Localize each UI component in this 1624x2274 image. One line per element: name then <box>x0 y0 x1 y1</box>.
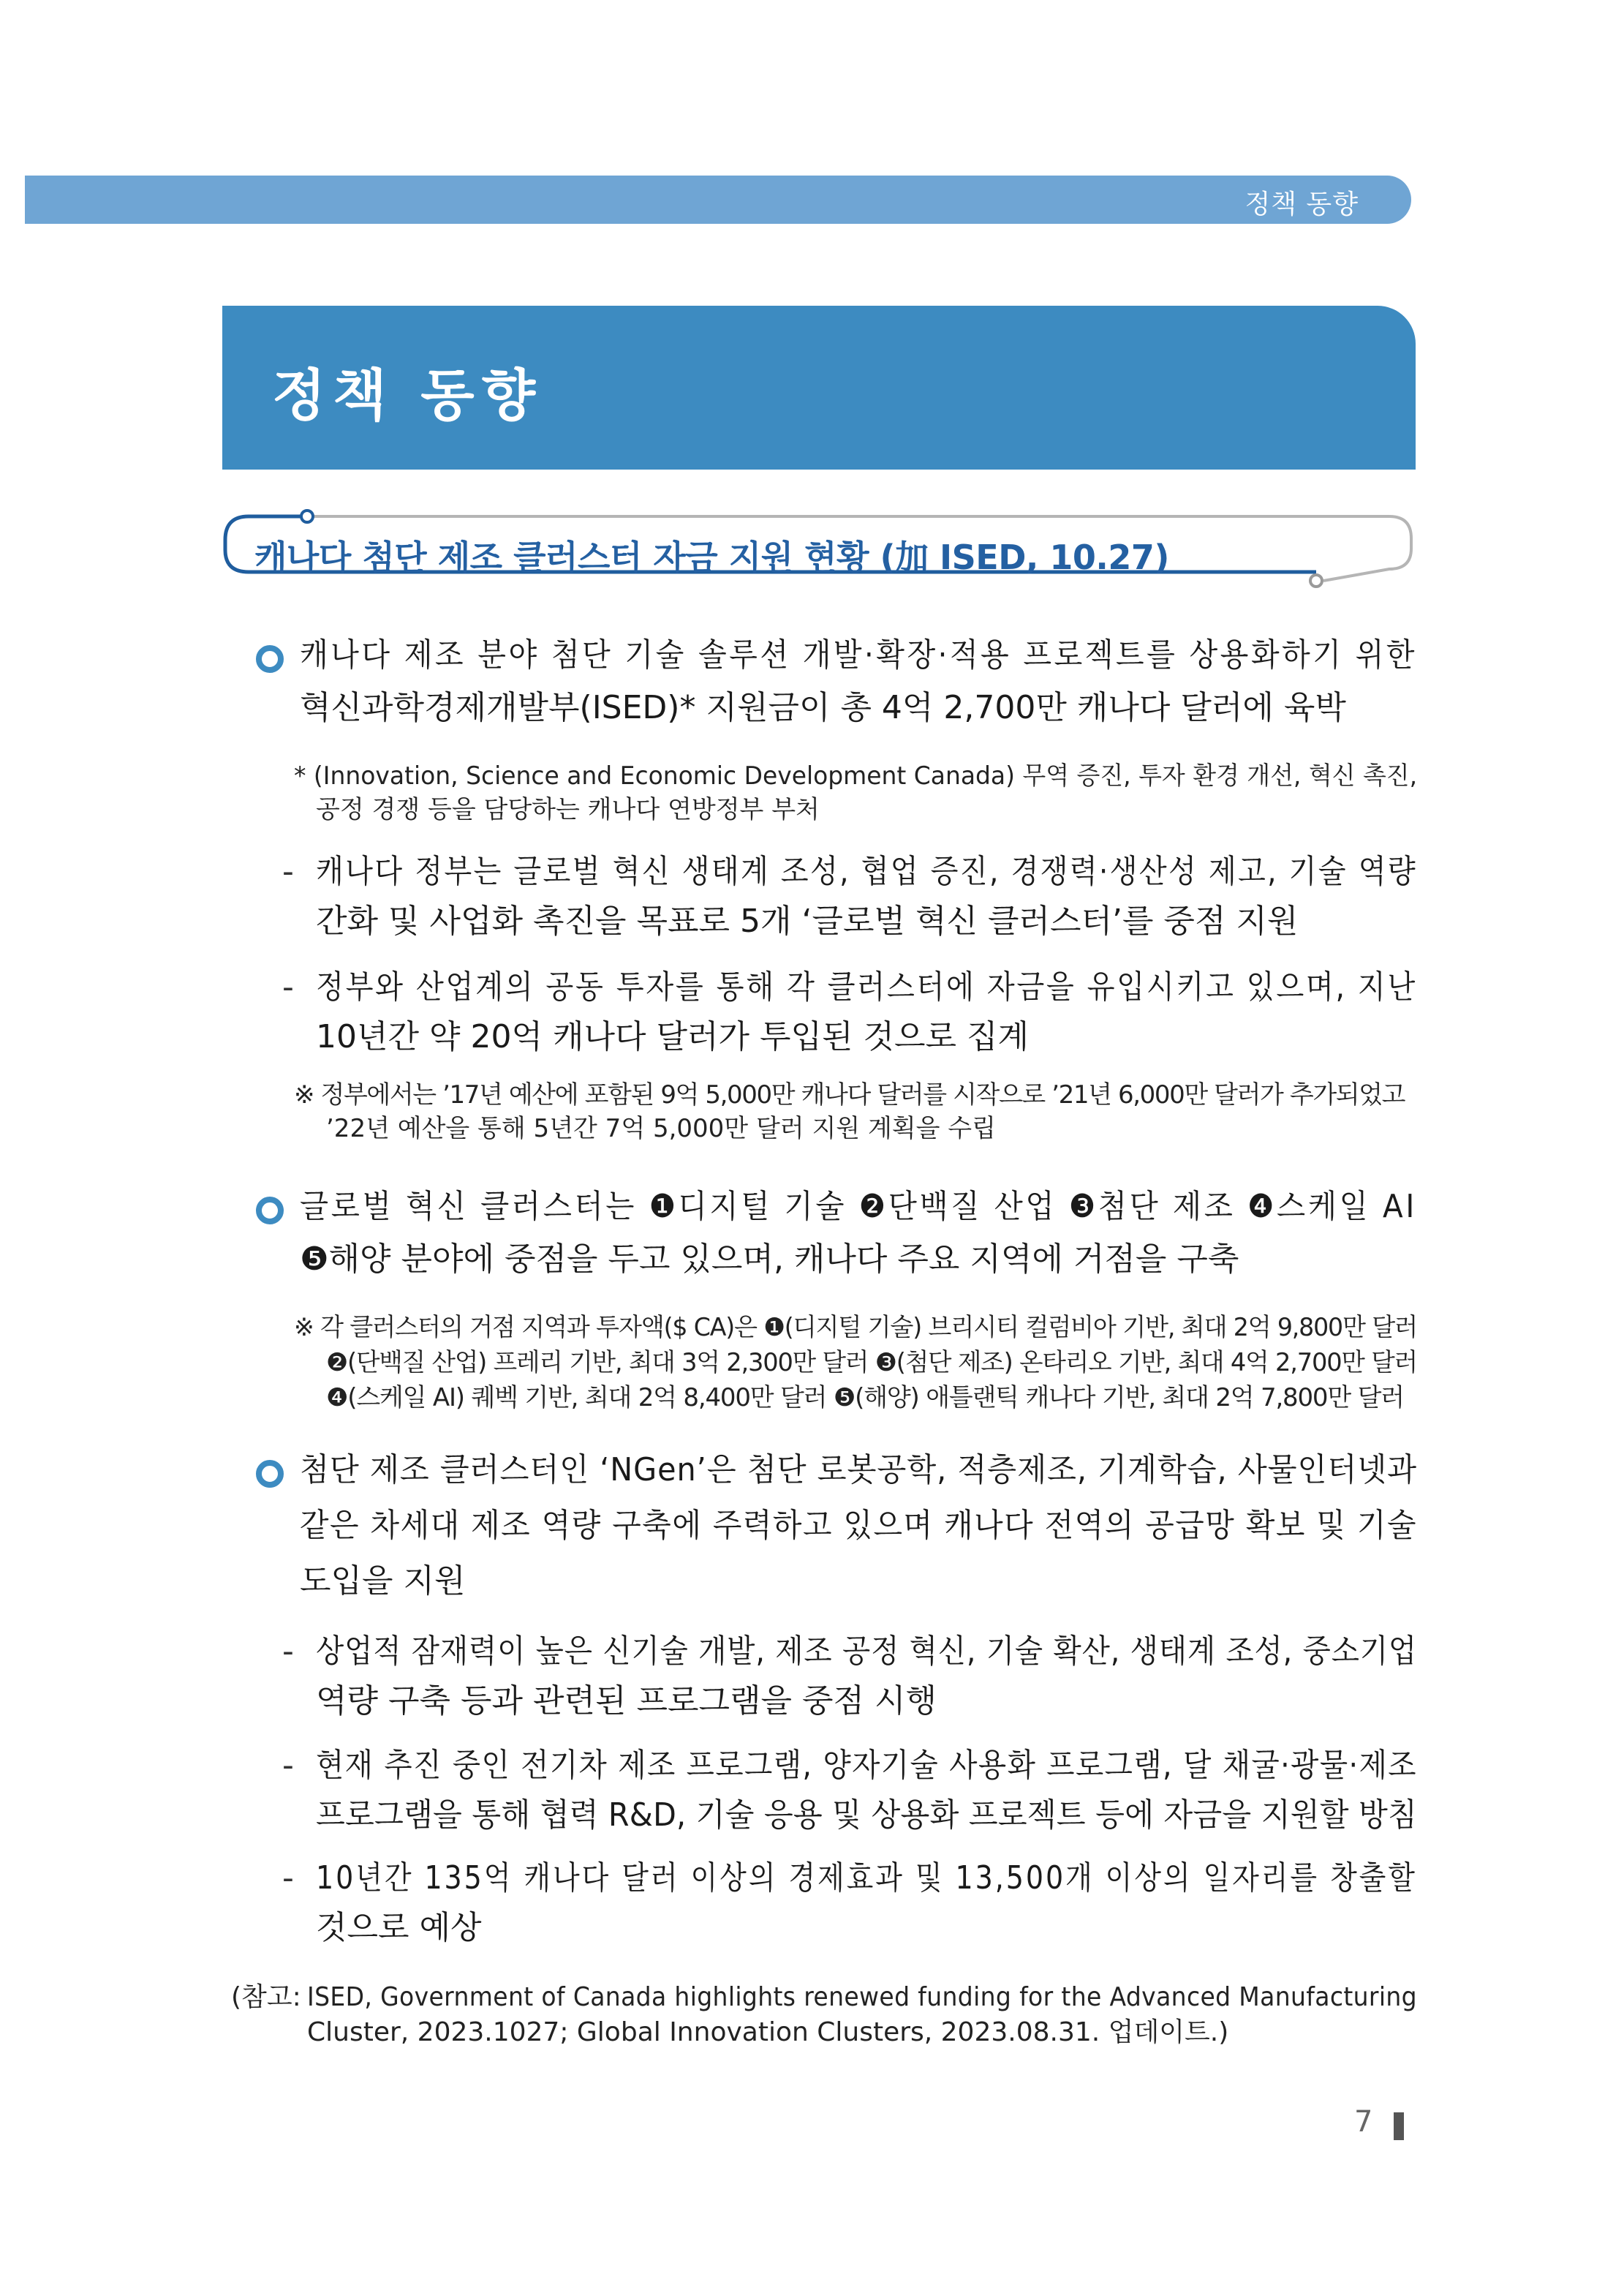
page-number: 7 <box>1354 2105 1373 2139</box>
section-title: 캐나다 첨단 제조 클러스터 자금 지원 현황 (加 ISED, 10.27) <box>254 538 1169 577</box>
b2-line-2: ❺해양 분야에 중점을 두고 있으며, 캐나다 주요 지역에 거점을 구축 <box>300 1240 1239 1278</box>
d3-line-1: 상업적 잠재력이 높은 신기술 개발, 제조 공정 혁신, 기술 확산, 생태계 조성, 중소기업 <box>316 1633 1418 1670</box>
fn1-line-1: * (Innovation, Science and Economic Development Canada) 무역 증진, 투자 환경 개선, 혁신 촉진, <box>294 761 1418 791</box>
dash-icon: - <box>282 1859 294 1897</box>
reference-line-1: ISED, Government of Canada highlights renewed funding for the Advanced Manufacturing <box>307 1982 1418 2012</box>
bullet-icon <box>256 1460 284 1488</box>
dash-icon: - <box>282 1747 294 1784</box>
note1-line-1: ※ 정부에서는 ’17년 예산에 포함된 9억 5,000만 캐나다 달러를 시작으로 ’21년 6,000만 달러가 추가되었고 <box>294 1080 1405 1110</box>
header-band <box>25 176 1411 224</box>
reference-label: (참고: <box>231 1982 301 2012</box>
d5-line-1: 10년간 135억 캐나다 달러 이상의 경제효과 및 13,500개 이상의 일자리를 창출할 <box>316 1859 1417 1897</box>
frame-dot-right <box>1310 575 1322 587</box>
dash-icon: - <box>282 968 294 1006</box>
note2-line-3: ❹(스케일 AI) 퀘벡 기반, 최대 2억 8,400만 달러 ❺(해양) 애틀랜틱 캐나다 기반, 최대 2억 7,800만 달러 <box>326 1383 1404 1412</box>
title-box <box>222 306 1416 470</box>
b3-line-2: 같은 차세대 제조 역량 구축에 주력하고 있으며 캐나다 전역의 공급망 확보 및 기술 <box>300 1507 1417 1544</box>
page-title: 정책 동향 <box>272 363 543 428</box>
d5-line-2: 것으로 예상 <box>316 1909 482 1946</box>
header-label: 정책 동향 <box>1245 189 1359 219</box>
note1-line-2: ’22년 예산을 통해 5년간 7억 5,000만 달러 지원 계획을 수립 <box>326 1114 996 1143</box>
reference-line-2: Cluster, 2023.1027; Global Innovation Clusters, 2023.08.31. 업데이트.) <box>307 2017 1229 2047</box>
dash-icon: - <box>282 853 294 890</box>
b2-line-1: 글로벌 혁신 클러스터는 ❶디지털 기술 ❷단백질 산업 ❸첨단 제조 ❹스케일 AI <box>300 1188 1417 1225</box>
d1-line-1: 캐나다 정부는 글로벌 혁신 생태계 조성, 협업 증진, 경쟁력·생산성 제고, 기술 역량 <box>316 853 1417 890</box>
d2-line-2: 10년간 약 20억 캐나다 달러가 투입된 것으로 집계 <box>316 1018 1029 1055</box>
page-number-bar <box>1394 2112 1404 2140</box>
d2-line-1: 정부와 산업계의 공동 투자를 통해 각 클러스터에 자금을 유입시키고 있으며, 지난 <box>316 968 1417 1006</box>
fn1-line-2: 공정 경쟁 등을 담당하는 캐나다 연방정부 부처 <box>316 795 820 824</box>
dash-icon: - <box>282 1633 294 1670</box>
b1-line-2: 혁신과학경제개발부(ISED)* 지원금이 총 4억 2,700만 캐나다 달러에 육박 <box>300 689 1346 726</box>
frame-dot-left <box>301 511 313 522</box>
d3-line-2: 역량 구축 등과 관련된 프로그램을 중점 시행 <box>316 1682 937 1720</box>
d1-line-2: 간화 및 사업화 촉진을 목표로 5개 ‘글로벌 혁신 클러스터’를 중점 지원 <box>316 903 1299 940</box>
note2-line-2: ❷(단백질 산업) 프레리 기반, 최대 3억 2,300만 달러 ❸(첨단 제조) 온타리오 기반, 최대 4억 2,700만 달러 <box>326 1348 1417 1377</box>
b1-line-1: 캐나다 제조 분야 첨단 기술 솔루션 개발·확장·적용 프로젝트를 상용화하기 위한 <box>300 636 1417 674</box>
d4-line-1: 현재 추진 중인 전기차 제조 프로그램, 양자기술 사용화 프로그램, 달 채굴·광물·제조 <box>316 1747 1417 1784</box>
b3-line-3: 도입을 지원 <box>300 1562 466 1600</box>
bullet-icon <box>256 1197 284 1224</box>
d4-line-2: 프로그램을 통해 협력 R&D, 기술 응용 및 상용화 프로젝트 등에 자금을 지원할 방침 <box>316 1796 1418 1834</box>
note2-line-1: ※ 각 클러스터의 거점 지역과 투자액($ CA)은 ❶(디지털 기술) 브리시티 컬럼비아 기반, 최대 2억 9,800만 달러 <box>294 1313 1417 1342</box>
b3-line-1: 첨단 제조 클러스터인 ‘NGen’은 첨단 로봇공학, 적층제조, 기계학습, 사물인터넷과 <box>300 1451 1418 1488</box>
bullet-icon <box>256 645 284 673</box>
